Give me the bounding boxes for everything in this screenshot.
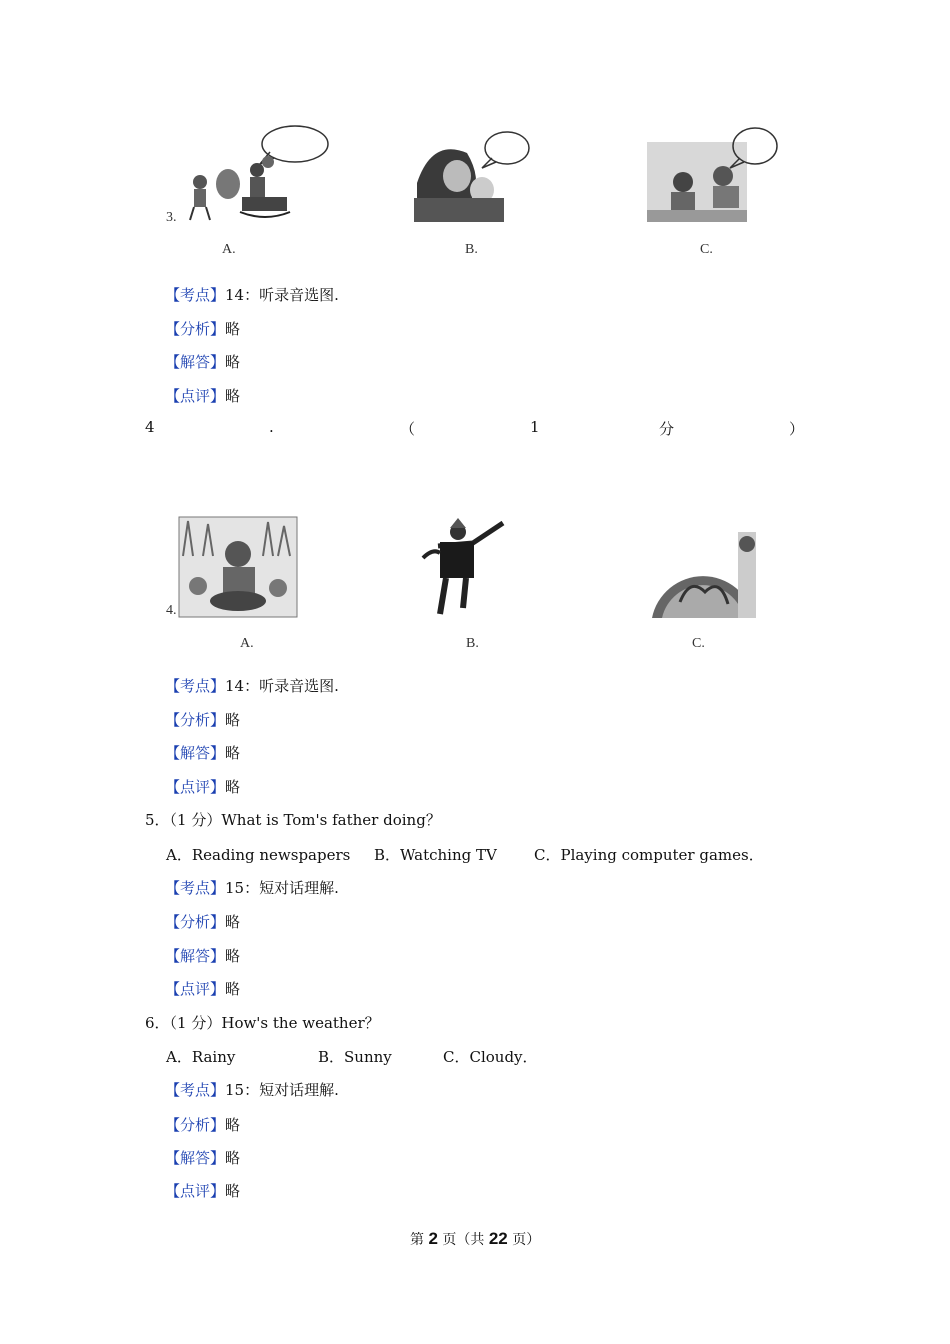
- note-tag: 【分析】: [165, 711, 226, 729]
- q4-number: 4: [145, 418, 155, 436]
- q6-note-kaodian: [165, 1079, 339, 1100]
- note-tag: 【分析】: [165, 1116, 226, 1134]
- q3-note-jieda: [165, 351, 240, 372]
- q5-question: [145, 809, 441, 830]
- q3-picture-number: 3.: [166, 210, 177, 225]
- q4-note-fenxi: [165, 709, 240, 730]
- note-text: 略: [225, 744, 241, 762]
- q3-picture-a: [160, 122, 335, 227]
- q4-picture-c: [650, 532, 756, 618]
- note-tag: 【解答】: [165, 353, 226, 371]
- footer-mid: 页（共: [442, 1232, 485, 1248]
- note-text: 略: [225, 1149, 241, 1167]
- note-tag: 【考点】: [165, 286, 226, 304]
- footer-pre: 第: [410, 1232, 424, 1248]
- note-tag: 【考点】: [165, 1081, 226, 1099]
- q3-picture-c: [645, 124, 780, 226]
- q3-option-b-label: B.: [465, 242, 478, 257]
- q5-note-fenxi: [165, 911, 240, 932]
- note-text: 略: [225, 1116, 241, 1134]
- q6-option-c: C．Cloudy．: [443, 1048, 538, 1066]
- q6-question: [145, 1012, 380, 1033]
- q4-picture-a: [178, 516, 298, 618]
- q3-note-fenxi: [165, 318, 240, 339]
- q6-note-dianping: [165, 1180, 240, 1201]
- q5-prefix: 5．（1 分）: [145, 811, 222, 829]
- q5-note-kaodian: [165, 877, 339, 898]
- q4-unit: 分: [659, 420, 675, 438]
- footer-post: 页）: [512, 1232, 541, 1248]
- q5-option-a: A．Reading newspapers: [166, 846, 351, 864]
- q3-option-c-label: C.: [700, 242, 713, 257]
- note-tag: 【考点】: [165, 879, 226, 897]
- note-text: 略: [225, 320, 241, 338]
- q4-option-a-label: A.: [240, 636, 254, 651]
- q6-note-jieda: [165, 1147, 240, 1168]
- footer-page-number: 2: [428, 1229, 438, 1248]
- note-text: 略: [225, 1182, 241, 1200]
- q6-option-a: A．Rainy: [166, 1048, 236, 1066]
- note-tag: 【点评】: [165, 778, 226, 796]
- note-text: 14：听录音选图.: [225, 677, 339, 695]
- note-text: 略: [225, 980, 241, 998]
- q5-note-jieda: [165, 945, 240, 966]
- note-tag: 【解答】: [165, 744, 226, 762]
- q6-text: How's the weather？: [221, 1014, 380, 1032]
- note-text: 略: [225, 778, 241, 796]
- q4-note-dianping: [165, 776, 240, 797]
- q6-note-fenxi: [165, 1114, 240, 1135]
- q4-score: 1: [530, 418, 540, 436]
- q5-note-dianping: [165, 978, 240, 999]
- note-tag: 【点评】: [165, 387, 226, 405]
- q4-option-c-label: C.: [692, 636, 705, 651]
- note-tag: 【点评】: [165, 980, 226, 998]
- q4-note-kaodian: [165, 675, 339, 696]
- note-tag: 【解答】: [165, 1149, 226, 1167]
- q4-dot: .: [269, 418, 274, 436]
- q5-option-c: C．Playing computer games．: [534, 846, 764, 864]
- q4-picture-b: [418, 518, 508, 618]
- q4-lparen: （: [400, 420, 416, 438]
- q6-option-b: B．Sunny: [318, 1048, 392, 1066]
- note-text: 略: [225, 913, 241, 931]
- note-tag: 【考点】: [165, 677, 226, 695]
- q4-picture-number: 4.: [166, 603, 177, 618]
- note-text: 略: [225, 353, 241, 371]
- note-text: 15：短对话理解.: [225, 879, 339, 897]
- q3-note-dianping: [165, 385, 240, 406]
- note-text: 14：听录音选图.: [225, 286, 339, 304]
- q6-prefix: 6．（1 分）: [145, 1014, 222, 1032]
- q5-option-b: B．Watching TV: [374, 846, 497, 864]
- q3-option-a-label: A.: [222, 242, 236, 257]
- footer-total-pages: 22: [488, 1229, 508, 1248]
- note-tag: 【解答】: [165, 947, 226, 965]
- q3-picture-b: [412, 128, 532, 226]
- note-tag: 【分析】: [165, 320, 226, 338]
- q4-rparen: ）: [789, 420, 805, 438]
- note-tag: 【点评】: [165, 1182, 226, 1200]
- note-text: 略: [225, 947, 241, 965]
- q4-note-jieda: [165, 742, 240, 763]
- note-text: 略: [225, 711, 241, 729]
- q4-option-b-label: B.: [466, 636, 479, 651]
- page-footer: [410, 1229, 540, 1249]
- q3-note-kaodian: [165, 284, 339, 305]
- note-tag: 【分析】: [165, 913, 226, 931]
- q5-text: What is Tom's father doing？: [221, 811, 441, 829]
- note-text: 略: [225, 387, 241, 405]
- note-text: 15：短对话理解.: [225, 1081, 339, 1099]
